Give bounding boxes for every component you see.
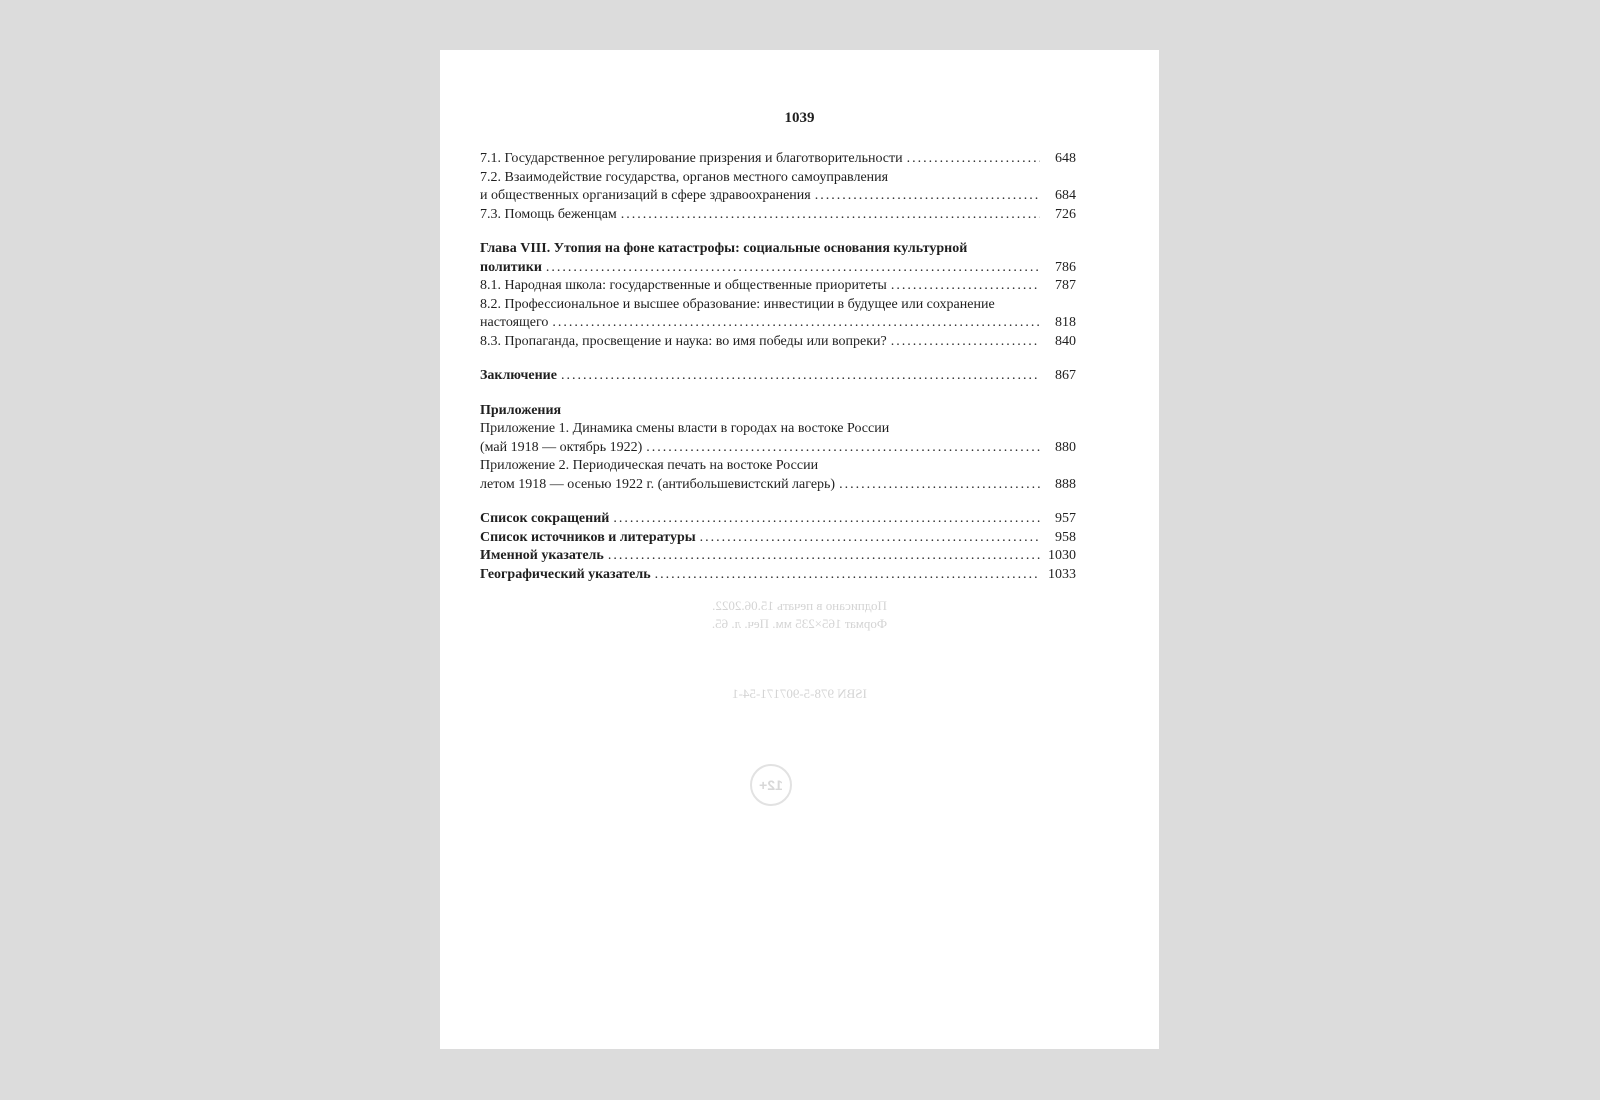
book-page <box>440 50 1159 1049</box>
leader-dots <box>646 439 1040 458</box>
toc-entry-abbreviations <box>480 510 1076 529</box>
toc-entry-7-2 <box>480 187 1076 206</box>
leader-dots <box>561 367 1040 386</box>
toc-entry-7-1 <box>480 150 1076 169</box>
table-of-contents <box>480 150 1076 584</box>
toc-entry-7-3 <box>480 206 1076 225</box>
leader-dots <box>891 277 1040 296</box>
toc-entry-title: летом 1918 — осенью 1922 г. (антибольшевистский лагерь) <box>480 476 836 492</box>
toc-entry-title: Географический указатель <box>480 566 651 582</box>
toc-entry-title: Список источников и литературы <box>480 529 696 545</box>
leader-dots <box>839 476 1040 495</box>
toc-entry-title: Список сокращений <box>480 511 610 526</box>
toc-entry-page: 726 <box>1055 206 1076 222</box>
chapter-8-title: Глава VIII. Утопия на фоне катастрофы: социальные основания культурной <box>480 241 968 256</box>
toc-entry-sources <box>480 529 1076 548</box>
toc-entry-page: 840 <box>1055 333 1076 349</box>
toc-entry-appendix-1 <box>480 439 1076 458</box>
toc-entry-appendix-2 <box>480 476 1076 495</box>
toc-entry-title: 8.1. Народная школа: государственные и общественные приоритеты <box>480 278 887 293</box>
toc-entry-chapter-8 <box>480 259 1076 278</box>
toc-entry-title: Заключение <box>480 368 557 383</box>
toc-entry-appendix-2-title: Приложение 2. Периодическая печать на востоке России <box>480 458 819 473</box>
toc-entry-page: 888 <box>1055 476 1076 492</box>
toc-entry-page: 1033 <box>1048 566 1076 582</box>
leader-dots <box>552 314 1040 333</box>
toc-entry-page: 787 <box>1055 278 1076 293</box>
toc-entry-8-2 <box>480 314 1076 333</box>
toc-entry-title: 7.1. Государственное регулирование призрения и благотворительности <box>480 151 903 166</box>
leader-dots <box>608 547 1040 566</box>
appendices-heading: Приложения <box>480 402 562 418</box>
toc-entry-title: 8.3. Пропаганда, просвещение и наука: во имя победы или вопреки? <box>480 333 887 349</box>
toc-entry-title: политики <box>480 259 542 275</box>
leader-dots <box>655 566 1040 585</box>
toc-entry-title: и общественных организаций в сфере здравоохранения <box>480 188 811 203</box>
toc-entry-page: 957 <box>1055 511 1076 526</box>
leader-dots <box>613 510 1040 529</box>
leader-dots <box>891 333 1040 352</box>
showthrough-isbn: ISBN 978-5-907171-54-1 <box>732 686 867 701</box>
toc-entry-page: 1030 <box>1048 548 1076 563</box>
toc-entry-geo-index <box>480 566 1076 585</box>
showthrough-imprint-1: Подписано в печать 15.06.2022. <box>712 598 887 613</box>
toc-entry-title: настоящего <box>480 315 549 330</box>
leader-dots <box>621 206 1040 225</box>
age-rating-badge: 12+ <box>750 764 792 806</box>
leader-dots <box>700 529 1040 548</box>
toc-entry-name-index <box>480 547 1076 566</box>
toc-entry-page: 958 <box>1055 529 1076 545</box>
toc-entry-page: 818 <box>1055 315 1076 330</box>
leader-dots <box>907 150 1040 169</box>
toc-entry-page: 880 <box>1055 439 1076 455</box>
toc-entry-7-2-title: 7.2. Взаимодействие государства, органов местного самоуправления <box>480 169 889 185</box>
toc-entry-8-3 <box>480 333 1076 352</box>
leader-dots <box>546 259 1040 278</box>
toc-entry-title: 7.3. Помощь беженцам <box>480 206 617 222</box>
showthrough-imprint-2: Формат 165×235 мм. Печ. л. 65. <box>711 616 888 631</box>
toc-entry-page: 786 <box>1055 259 1076 275</box>
leader-dots <box>815 187 1040 206</box>
toc-entry-title: Именной указатель <box>480 548 604 563</box>
page-number: 1039 <box>784 110 815 126</box>
toc-entry-conclusion <box>480 367 1076 386</box>
toc-entry-page: 867 <box>1055 368 1076 383</box>
toc-entry-appendix-1-title: Приложение 1. Динамика смены власти в городах на востоке России <box>480 421 890 436</box>
toc-entry-title: (май 1918 — октябрь 1922) <box>480 439 643 455</box>
toc-entry-page: 684 <box>1055 188 1076 203</box>
toc-entry-page: 648 <box>1055 151 1076 166</box>
toc-entry-8-1 <box>480 277 1076 296</box>
toc-entry-8-2-title: 8.2. Профессиональное и высшее образование: инвестиции в будущее или сохранение <box>480 296 995 312</box>
